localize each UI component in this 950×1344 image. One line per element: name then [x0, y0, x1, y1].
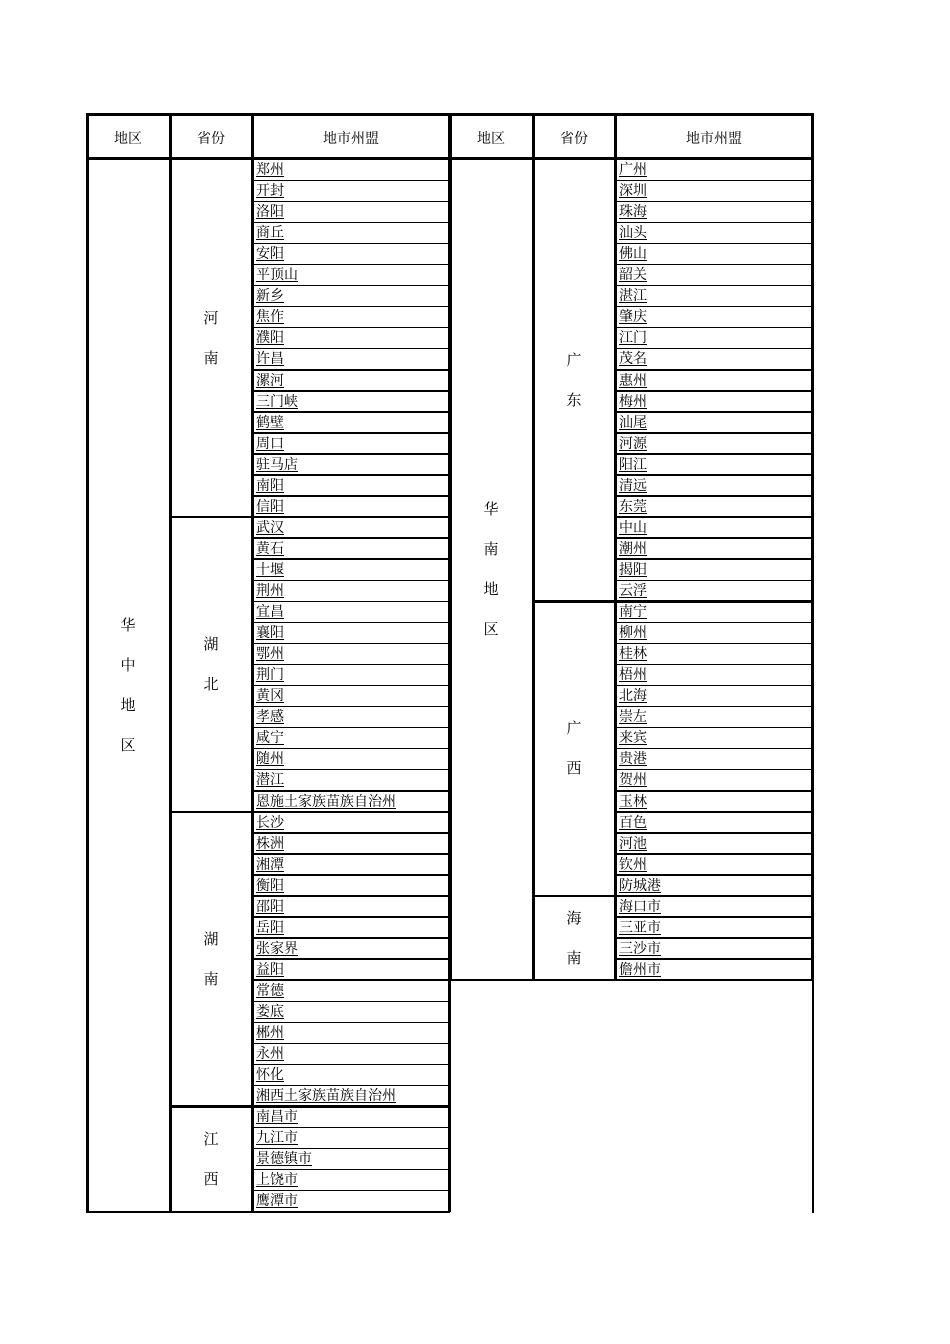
city-cell: 怀化	[256, 1067, 284, 1084]
city-row-divider	[252, 1064, 449, 1066]
outer-right-border	[812, 980, 814, 1213]
header-top-border	[86, 113, 814, 116]
city-cell: 阳江	[619, 456, 647, 473]
city-row-divider	[252, 937, 449, 939]
city-row-divider	[615, 327, 812, 329]
city-row-divider	[252, 495, 449, 497]
city-row-divider	[615, 874, 812, 876]
city-cell: 上饶市	[256, 1172, 298, 1189]
city-row-divider	[615, 432, 812, 434]
city-cell: 岳阳	[256, 919, 284, 936]
city-row-divider	[615, 958, 812, 960]
city-cell: 张家界	[256, 940, 298, 957]
city-cell: 十堰	[256, 561, 284, 578]
city-cell: 潜江	[256, 772, 284, 789]
city-row-divider	[615, 348, 812, 350]
city-row-divider	[252, 285, 449, 287]
city-row-divider	[615, 516, 812, 518]
city-row-divider	[615, 811, 812, 813]
city-cell: 河源	[619, 435, 647, 452]
city-cell: 荆州	[256, 583, 284, 599]
city-row-divider	[615, 748, 812, 750]
city-cell: 汕尾	[619, 414, 647, 431]
city-cell: 焦作	[256, 309, 284, 326]
city-cell: 桂林	[619, 646, 647, 663]
city-cell: 郑州	[256, 162, 284, 178]
city-row-divider	[252, 327, 449, 329]
city-row-divider	[615, 537, 812, 539]
city-row-divider	[252, 1085, 449, 1087]
city-cell: 南宁	[619, 604, 647, 621]
city-row-divider	[252, 769, 449, 771]
column-border	[169, 114, 172, 1212]
city-row-divider	[252, 853, 449, 855]
city-cell: 儋州市	[619, 961, 661, 978]
city-row-divider	[252, 369, 449, 371]
city-row-divider	[252, 748, 449, 750]
city-row-divider	[252, 432, 449, 434]
table-bottom-border	[449, 979, 813, 982]
city-row-divider	[615, 622, 812, 624]
city-cell: 洛阳	[256, 204, 284, 221]
city-row-divider	[615, 390, 812, 392]
city-cell: 黄石	[256, 540, 284, 557]
city-row-divider	[615, 180, 812, 182]
city-cell: 东莞	[619, 498, 647, 515]
province-name: 江 西	[203, 1129, 219, 1188]
city-cell: 云浮	[619, 583, 647, 599]
city-cell: 黄冈	[256, 688, 284, 705]
city-row-divider	[615, 243, 812, 245]
header-right-cities: 地市州盟	[686, 131, 742, 147]
city-cell: 平顶山	[256, 267, 298, 284]
city-cell: 武汉	[256, 519, 284, 536]
city-row-divider	[252, 979, 449, 981]
city-cell: 江门	[619, 330, 647, 347]
city-cell: 新乡	[256, 288, 284, 305]
column-border	[86, 114, 89, 1212]
city-row-divider	[615, 474, 812, 476]
city-cell: 百色	[619, 814, 647, 831]
header-right-province: 省份	[560, 131, 588, 147]
city-cell: 三门峡	[256, 393, 298, 410]
city-cell: 深圳	[619, 183, 647, 200]
city-row-divider	[615, 937, 812, 939]
city-cell: 南昌市	[256, 1109, 298, 1126]
city-cell: 清远	[619, 477, 647, 494]
city-cell: 邵阳	[256, 898, 284, 915]
city-cell: 惠州	[619, 372, 647, 389]
city-cell: 鹰潭市	[256, 1193, 298, 1210]
city-cell: 湘潭	[256, 856, 284, 873]
city-row-divider	[252, 1190, 449, 1192]
column-border	[811, 114, 814, 980]
city-cell: 北海	[619, 688, 647, 705]
city-cell: 中山	[619, 519, 647, 536]
city-cell: 贵港	[619, 751, 647, 768]
city-row-divider	[252, 222, 449, 224]
province-divider	[170, 1105, 252, 1108]
city-row-divider	[252, 201, 449, 203]
city-cell: 崇左	[619, 709, 647, 726]
city-cell: 湘西土家族苗族自治州	[256, 1088, 396, 1105]
header-right-region: 地区	[477, 131, 505, 147]
city-row-divider	[615, 495, 812, 497]
province-name: 河 南	[203, 308, 219, 367]
city-row-divider	[252, 643, 449, 645]
city-row-divider	[252, 790, 449, 792]
city-row-divider	[615, 369, 812, 371]
city-row-divider	[252, 601, 449, 603]
city-cell: 三沙市	[619, 940, 661, 957]
city-row-divider	[615, 580, 812, 582]
province-name: 湖 北	[203, 635, 219, 694]
city-row-divider	[252, 727, 449, 729]
province-divider	[170, 516, 252, 519]
province-divider	[170, 811, 252, 814]
city-cell: 驻马店	[256, 456, 298, 473]
province-divider	[533, 600, 615, 603]
city-row-divider	[615, 790, 812, 792]
region-name: 华 中 地 区	[120, 616, 136, 755]
city-cell: 九江市	[256, 1130, 298, 1147]
city-cell: 防城港	[619, 877, 661, 894]
city-row-divider	[252, 243, 449, 245]
city-row-divider	[615, 916, 812, 918]
city-row-divider	[252, 411, 449, 413]
city-row-divider	[615, 201, 812, 203]
city-row-divider	[615, 264, 812, 266]
city-row-divider	[252, 1169, 449, 1171]
header-left-province: 省份	[197, 131, 225, 147]
city-cell: 周口	[256, 435, 284, 452]
city-row-divider	[615, 558, 812, 560]
city-cell: 咸宁	[256, 730, 284, 747]
city-cell: 濮阳	[256, 330, 284, 347]
city-cell: 鹤壁	[256, 414, 284, 431]
city-row-divider	[615, 285, 812, 287]
city-row-divider	[252, 1148, 449, 1150]
city-row-divider	[615, 411, 812, 413]
city-row-divider	[252, 558, 449, 560]
city-cell: 柳州	[619, 625, 647, 642]
city-cell: 永州	[256, 1046, 284, 1063]
city-cell: 常德	[256, 982, 284, 999]
city-row-divider	[615, 706, 812, 708]
header-left-region: 地区	[114, 131, 142, 147]
city-row-divider	[615, 306, 812, 308]
city-cell: 漯河	[256, 372, 284, 389]
city-cell: 贺州	[619, 772, 647, 789]
city-row-divider	[252, 895, 449, 897]
city-cell: 玉林	[619, 793, 647, 810]
city-cell: 湛江	[619, 288, 647, 305]
city-cell: 娄底	[256, 1004, 284, 1020]
header-left-cities: 地市州盟	[323, 131, 379, 147]
city-cell: 茂名	[619, 351, 647, 368]
region-name: 华 南 地 区	[483, 500, 499, 639]
city-cell: 株洲	[256, 835, 284, 852]
city-cell: 佛山	[619, 246, 647, 263]
city-cell: 潮州	[619, 540, 647, 557]
city-row-divider	[252, 622, 449, 624]
city-row-divider	[615, 727, 812, 729]
city-cell: 三亚市	[619, 919, 661, 936]
city-cell: 南阳	[256, 477, 284, 494]
city-cell: 安阳	[256, 246, 284, 263]
city-row-divider	[252, 537, 449, 539]
city-row-divider	[252, 958, 449, 960]
province-name: 海 南	[566, 908, 582, 967]
city-cell: 随州	[256, 751, 284, 768]
city-cell: 广州	[619, 162, 647, 178]
city-cell: 珠海	[619, 204, 647, 221]
city-cell: 荆门	[256, 667, 284, 684]
city-row-divider	[252, 685, 449, 687]
city-cell: 孝感	[256, 709, 284, 726]
city-cell: 商丘	[256, 225, 284, 242]
city-cell: 河池	[619, 835, 647, 852]
city-row-divider	[615, 685, 812, 687]
city-cell: 恩施土家族苗族自治州	[256, 793, 396, 810]
city-cell: 宜昌	[256, 604, 284, 621]
city-row-divider	[252, 1043, 449, 1045]
city-cell: 钦州	[619, 856, 647, 873]
city-row-divider	[252, 390, 449, 392]
city-cell: 郴州	[256, 1025, 284, 1042]
city-row-divider	[252, 1001, 449, 1003]
city-cell: 信阳	[256, 498, 284, 515]
city-cell: 景德镇市	[256, 1151, 312, 1168]
column-border	[532, 114, 535, 980]
city-cell: 肇庆	[619, 309, 647, 326]
province-name: 广 西	[566, 719, 582, 778]
city-row-divider	[252, 453, 449, 455]
city-cell: 开封	[256, 183, 284, 200]
city-row-divider	[615, 769, 812, 771]
header-bottom-border	[86, 157, 814, 160]
city-cell: 益阳	[256, 961, 284, 978]
city-cell: 长沙	[256, 814, 284, 831]
city-row-divider	[252, 580, 449, 582]
city-row-divider	[252, 1022, 449, 1024]
city-row-divider	[252, 706, 449, 708]
city-cell: 海口市	[619, 898, 661, 915]
city-cell: 汕头	[619, 225, 647, 242]
city-row-divider	[615, 643, 812, 645]
column-border	[614, 114, 617, 980]
city-row-divider	[252, 874, 449, 876]
city-cell: 揭阳	[619, 561, 647, 578]
city-row-divider	[252, 1127, 449, 1129]
city-cell: 韶关	[619, 267, 647, 284]
city-row-divider	[615, 853, 812, 855]
city-row-divider	[615, 664, 812, 666]
city-cell: 来宾	[619, 730, 647, 747]
province-name: 广 东	[566, 351, 582, 410]
city-row-divider	[252, 180, 449, 182]
city-row-divider	[252, 832, 449, 834]
city-row-divider	[252, 306, 449, 308]
city-cell: 衡阳	[256, 877, 284, 894]
column-border	[251, 114, 254, 1212]
city-row-divider	[615, 222, 812, 224]
city-row-divider	[252, 474, 449, 476]
column-border	[449, 114, 452, 980]
table-bottom-border	[86, 1211, 450, 1214]
city-cell: 鄂州	[256, 646, 284, 663]
city-row-divider	[252, 664, 449, 666]
city-cell: 梅州	[619, 393, 647, 410]
city-cell: 梧州	[619, 667, 647, 684]
city-row-divider	[252, 916, 449, 918]
city-row-divider	[615, 453, 812, 455]
city-row-divider	[252, 264, 449, 266]
city-cell: 许昌	[256, 351, 284, 368]
city-row-divider	[252, 348, 449, 350]
city-row-divider	[615, 832, 812, 834]
city-cell: 襄阳	[256, 625, 284, 642]
province-name: 湖 南	[203, 929, 219, 988]
